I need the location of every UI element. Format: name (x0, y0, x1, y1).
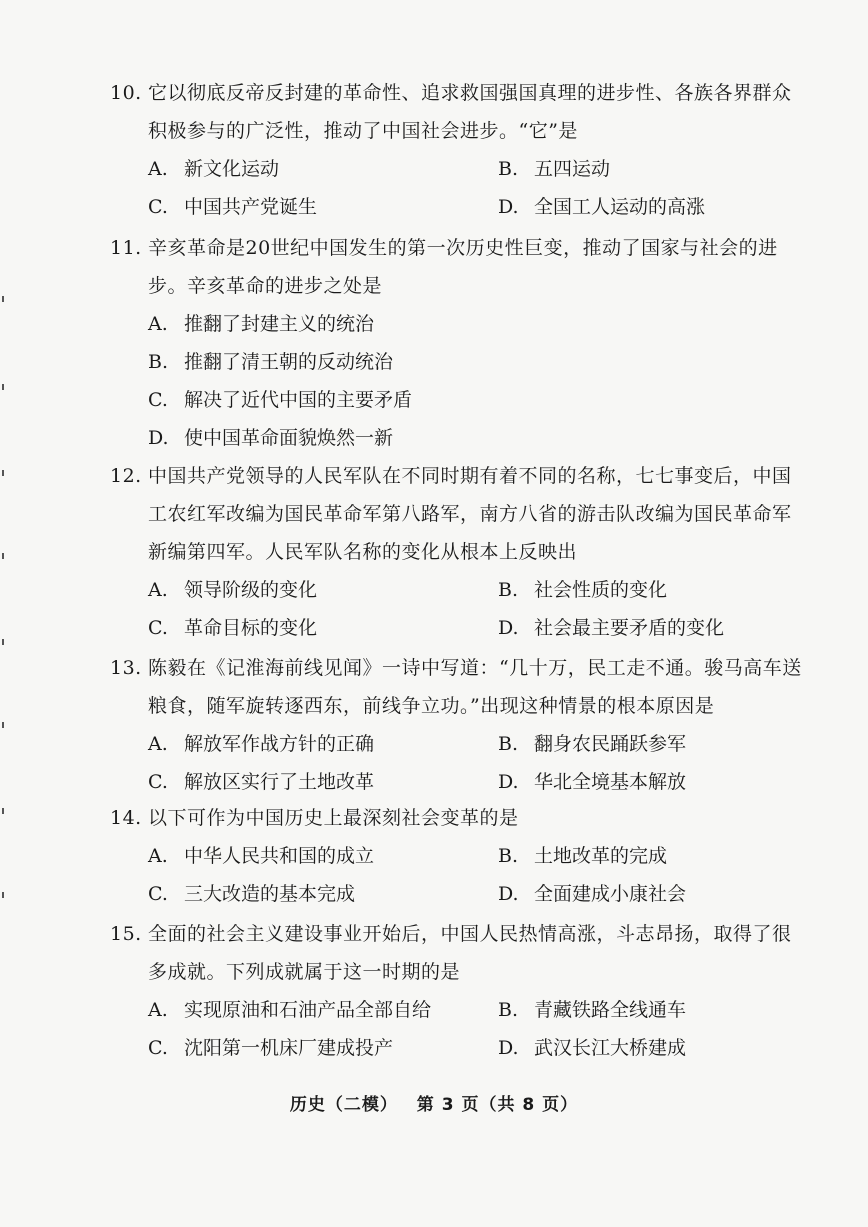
option-letter: A. (148, 158, 168, 180)
options-list (110, 571, 810, 647)
binding-edge-mark (2, 808, 10, 814)
question-number: 12. (110, 465, 142, 487)
option-c (148, 188, 498, 226)
option-letter: A. (148, 999, 168, 1021)
option-letter: B. (498, 999, 519, 1021)
binding-edge-mark (2, 892, 10, 898)
option-a (148, 305, 810, 343)
option-text: 使中国革命面貌焕然一新 (184, 427, 394, 449)
option-letter: B. (498, 158, 519, 180)
option-text: 解放军作战方针的正确 (184, 733, 375, 755)
question-11 (110, 229, 810, 457)
option-letter: B. (498, 733, 519, 755)
option-d (498, 1029, 818, 1067)
question-13 (110, 649, 810, 801)
footer-subject: 历史（二模） (289, 1095, 398, 1115)
question-14 (110, 799, 810, 913)
option-letter: C. (148, 771, 168, 793)
option-text: 土地改革的完成 (534, 845, 668, 867)
option-letter: D. (498, 1037, 519, 1059)
question-text: 以下可作为中国历史上最深刻社会变革的是 (148, 807, 519, 829)
option-letter: A. (148, 733, 168, 755)
question-text: 全面的社会主义建设事业开始后，中国人民热情高涨，斗志昂扬，取得了很多成就。下列成就属于这一时期的是 (148, 923, 792, 983)
option-d (498, 875, 818, 913)
question-stem (110, 915, 810, 991)
option-text: 解放区实行了土地改革 (184, 771, 375, 793)
option-text: 三大改造的基本完成 (184, 883, 356, 905)
option-d (498, 763, 818, 801)
option-c (148, 875, 498, 913)
question-number: 14. (110, 807, 142, 829)
option-b (148, 343, 810, 381)
question-number: 11. (110, 237, 142, 259)
option-b (498, 571, 818, 609)
option-letter: D. (498, 196, 519, 218)
option-letter: A. (148, 845, 168, 867)
option-text: 新文化运动 (184, 158, 280, 180)
option-text: 中国共产党诞生 (184, 196, 318, 218)
option-text: 实现原油和石油产品全部自给 (184, 999, 432, 1021)
question-stem (110, 457, 810, 571)
option-text: 解决了近代中国的主要矛盾 (184, 389, 413, 411)
option-letter: C. (148, 196, 168, 218)
option-text: 武汉长江大桥建成 (534, 1037, 687, 1059)
option-letter: D. (498, 617, 519, 639)
option-text: 全面建成小康社会 (534, 883, 687, 905)
option-letter: B. (148, 351, 169, 373)
option-a (148, 150, 498, 188)
option-c (148, 763, 498, 801)
option-letter: C. (148, 617, 168, 639)
options-list (110, 837, 810, 913)
option-text: 社会性质的变化 (534, 579, 668, 601)
question-text: 中国共产党领导的人民军队在不同时期有着不同的名称，七七事变后，中国工农红军改编为国民革命军第八路军，南方八省的游击队改编为国民革命军新编第四军。人民军队名称的变化从根本上反映出 (148, 465, 792, 563)
option-c (148, 1029, 498, 1067)
option-letter: C. (148, 389, 168, 411)
option-text: 全国工人运动的高涨 (534, 196, 706, 218)
option-text: 革命目标的变化 (184, 617, 318, 639)
question-text: 辛亥革命是20世纪中国发生的第一次历史性巨变，推动了国家与社会的进步。辛亥革命的进步之处是 (148, 237, 778, 297)
option-b (498, 991, 818, 1029)
option-text: 沈阳第一机床厂建成投产 (184, 1037, 394, 1059)
option-d (498, 609, 818, 647)
option-text: 社会最主要矛盾的变化 (534, 617, 725, 639)
question-stem (110, 799, 810, 837)
question-12 (110, 457, 810, 647)
option-a (148, 991, 498, 1029)
options-list (110, 725, 810, 801)
option-c (148, 381, 810, 419)
option-letter: C. (148, 883, 168, 905)
question-stem (110, 74, 810, 150)
option-letter: B. (498, 845, 519, 867)
question-number: 10. (110, 82, 142, 104)
question-number: 13. (110, 657, 142, 679)
binding-edge-mark (2, 384, 10, 390)
binding-edge-mark (2, 722, 10, 728)
option-text: 青藏铁路全线通车 (534, 999, 687, 1021)
binding-edge-mark (2, 639, 10, 645)
binding-edge-mark (2, 470, 10, 476)
options-list (110, 150, 810, 226)
option-c (148, 609, 498, 647)
option-b (498, 725, 818, 763)
question-15 (110, 915, 810, 1067)
option-d (148, 419, 810, 457)
option-text: 推翻了封建主义的统治 (184, 313, 375, 335)
footer-page-number: 第 3 页（共 8 页） (416, 1095, 579, 1115)
option-letter: D. (498, 883, 519, 905)
option-letter: D. (498, 771, 519, 793)
option-letter: B. (498, 579, 519, 601)
option-text: 华北全境基本解放 (534, 771, 687, 793)
page-footer (0, 1090, 868, 1115)
question-text: 它以彻底反帝反封建的革命性、追求救国强国真理的进步性、各族各界群众积极参与的广泛性，推动了中国社会进步。“它”是 (148, 82, 792, 142)
binding-edge-mark (2, 553, 10, 559)
option-d (498, 188, 818, 226)
question-stem (110, 229, 810, 305)
option-letter: C. (148, 1037, 168, 1059)
question-number: 15. (110, 923, 142, 945)
option-letter: A. (148, 579, 168, 601)
option-b (498, 150, 818, 188)
option-text: 推翻了清王朝的反动统治 (184, 351, 394, 373)
question-stem (110, 649, 810, 725)
options-list (110, 305, 810, 457)
option-a (148, 837, 498, 875)
option-text: 翻身农民踊跃参军 (534, 733, 687, 755)
question-text: 陈毅在《记淮海前线见闻》一诗中写道：“几十万，民工走不通。骏马高车送粮食，随军旋转逐西东，前线争立功。”出现这种情景的根本原因是 (148, 657, 802, 717)
options-list (110, 991, 810, 1067)
option-a (148, 725, 498, 763)
option-b (498, 837, 818, 875)
option-text: 五四运动 (534, 158, 611, 180)
option-letter: A. (148, 313, 168, 335)
binding-edge-mark (2, 296, 10, 302)
option-text: 领导阶级的变化 (184, 579, 318, 601)
option-text: 中华人民共和国的成立 (184, 845, 375, 867)
option-letter: D. (148, 427, 169, 449)
option-a (148, 571, 498, 609)
question-10 (110, 74, 810, 226)
